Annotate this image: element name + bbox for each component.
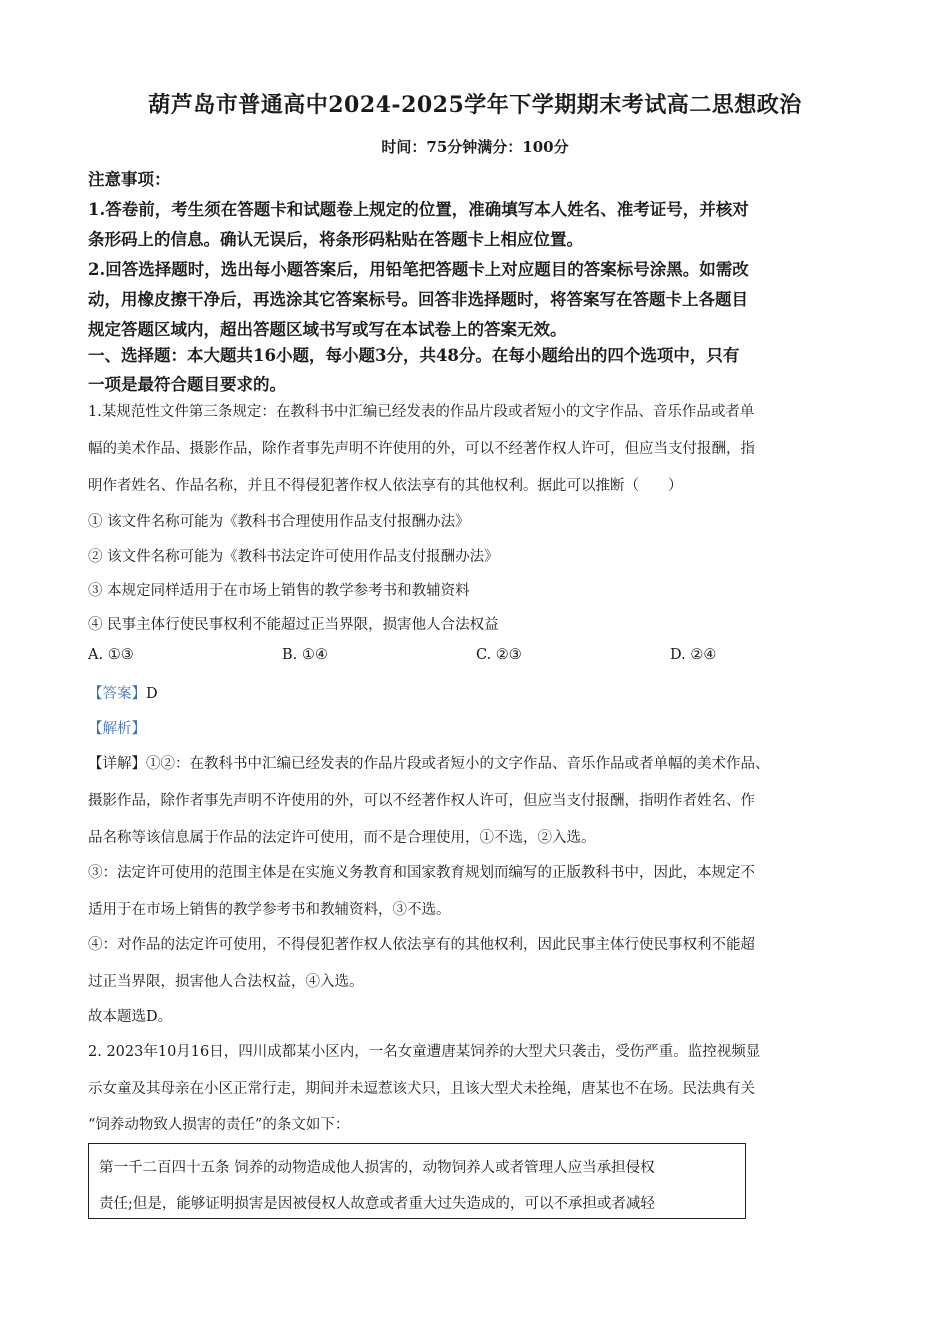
notice-line: 1.答卷前，考生须在答题卡和试题卷上规定的位置，准确填写本人姓名、准考证号，并核对	[88, 200, 749, 219]
law-article-box	[88, 1143, 746, 1219]
section-heading: 一项是最符合题目要求的。	[88, 375, 286, 394]
q1-detail-line	[88, 752, 770, 773]
notice-line: 规定答题区域内，超出答题区域书写或写在本试卷上的答案无效。	[88, 320, 567, 339]
detail-label: 【详解】	[88, 756, 146, 772]
q1-detail-line: ③：法定许可使用的范围主体是在实施义务教育和国家教育规划而编写的正版教科书中，因此，本规定不	[88, 865, 755, 881]
q1-statement: ① 该文件名称可能为《教科书合理使用作品支付报酬办法》	[88, 514, 470, 530]
exam-time-score: 时间：75分钟满分：100分	[381, 138, 569, 156]
q1-choice-c: C. ②③	[476, 647, 522, 663]
notice-heading: 注意事项：	[88, 170, 171, 189]
q2-stem-line: “饲养动物致人损害的责任”的条文如下：	[88, 1117, 350, 1133]
notice-line: 动，用橡皮擦干净后，再选涂其它答案标号。回答非选择题时，将答案写在答题卡上各题目	[88, 290, 748, 309]
analysis-label: 【解析】	[88, 721, 146, 737]
exam-title: 葫芦岛市普通高中2024-2025学年下学期期末考试高二思想政治	[148, 92, 802, 118]
q1-detail-line: 适用于在市场上销售的教学参考书和教辅资料，③不选。	[88, 902, 451, 918]
law-article-line: 责任;但是，能够证明损害是因被侵权人故意或者重大过失造成的，可以不承担或者减轻	[99, 1196, 655, 1212]
law-article-line: 第一千二百四十五条 饲养的动物造成他人损害的，动物饲养人或者管理人应当承担侵权	[99, 1160, 655, 1176]
detail-text: ①②：在教科书中汇编已经发表的作品片段或者短小的文字作品、音乐作品或者单幅的美术作品、	[146, 756, 770, 772]
q2-stem-line: 示女童及其母亲在小区正常行走，期间并未逗惹该犬只，且该大型犬未拴绳，唐某也不在场。民法典有关	[88, 1081, 755, 1097]
notice-line: 2.回答选择题时，选出每小题答案后，用铅笔把答题卡上对应题目的答案标号涂黑。如需改	[88, 260, 749, 279]
section-heading: 一、选择题：本大题共16小题，每小题3分，共48分。在每小题给出的四个选项中，只有	[88, 346, 740, 365]
q1-detail-line: 摄影作品，除作者事先声明不许使用的外，可以不经著作权人许可，但应当支付报酬，指明作者姓名、作	[88, 793, 755, 809]
q1-detail-line: ④：对作品的法定许可使用，不得侵犯著作权人依法享有的其他权利，因此民事主体行使民事权利不能超	[88, 937, 755, 953]
q1-answer	[88, 682, 158, 703]
answer-label: 【答案】	[88, 686, 146, 702]
q1-choice-b: B. ①④	[282, 647, 328, 663]
q1-stem-line: 明作者姓名、作品名称，并且不得侵犯著作权人依法享有的其他权利。据此可以推断（ ）	[88, 478, 683, 494]
q1-conclusion: 故本题选D。	[88, 1009, 173, 1025]
q1-statement: ③ 本规定同样适用于在市场上销售的教学参考书和教辅资料	[88, 583, 470, 599]
q1-statement: ④ 民事主体行使民事权利不能超过正当界限，损害他人合法权益	[88, 617, 499, 633]
q1-statement: ② 该文件名称可能为《教科书法定许可使用作品支付报酬办法》	[88, 549, 499, 565]
answer-value: D	[146, 686, 158, 702]
q1-choice-d: D. ②④	[670, 647, 717, 663]
q1-stem-line: 1.某规范性文件第三条规定：在教科书中汇编已经发表的作品片段或者短小的文字作品、音乐作品或者单	[88, 404, 755, 420]
q1-stem-line: 幅的美术作品、摄影作品，除作者事先声明不许使用的外，可以不经著作权人许可，但应当支付报酬，指	[88, 441, 755, 457]
q2-stem-line: 2. 2023年10月16日，四川成都某小区内，一名女童遭唐某饲养的大型犬只袭击，受伤严重。监控视频显	[88, 1044, 761, 1060]
notice-line: 条形码上的信息。确认无误后，将条形码粘贴在答题卡上相应位置。	[88, 230, 583, 249]
q1-choice-a: A. ①③	[88, 647, 134, 663]
q1-detail-line: 品名称等该信息属于作品的法定许可使用，而不是合理使用，①不选，②入选。	[88, 830, 596, 846]
q1-detail-line: 过正当界限，损害他人合法权益，④入选。	[88, 974, 364, 990]
